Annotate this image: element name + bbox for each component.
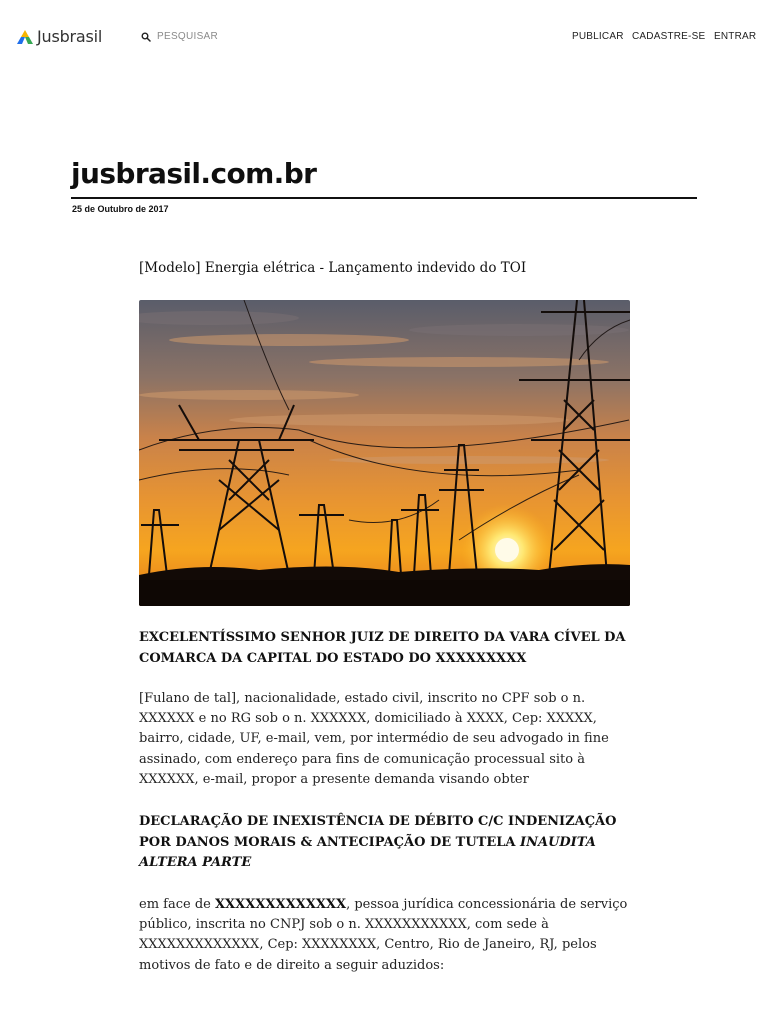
document-title: [Modelo] Energia elétrica - Lançamento indevido do TOI xyxy=(139,260,527,276)
search-icon xyxy=(141,32,151,42)
jusbrasil-logo-icon xyxy=(16,29,34,45)
defendant-paragraph xyxy=(139,895,629,976)
site-title[interactable]: jusbrasil.com.br xyxy=(71,157,317,190)
nav-entrar-link[interactable]: ENTRAR xyxy=(714,31,757,42)
action-title-text: DECLARAÇÃO DE INEXISTÊNCIA DE DÉBITO C/C INDENIZAÇÃO POR DANOS MORAIS & ANTECIPAÇÃO DE TUTELA xyxy=(139,814,617,850)
title-divider xyxy=(71,197,697,199)
against-prefix: em face de xyxy=(139,897,215,912)
document-addressee: EXCELENTÍSSIMO SENHOR JUIZ DE DIREITO DA VARA CÍVEL DA COMARCA DA CAPITAL DO ESTADO DO XXXXXXXXX xyxy=(139,630,626,666)
power-lines-sunset-illustration xyxy=(139,300,630,606)
nav-publicar-link[interactable]: PUBLICAR xyxy=(572,31,624,42)
search-placeholder: PESQUISAR xyxy=(157,31,219,42)
search-box[interactable] xyxy=(141,31,218,42)
nav-cadastre-link[interactable]: CADASTRE-SE xyxy=(632,31,706,42)
power-lines-sunset-image xyxy=(139,300,630,606)
party-qualification-paragraph: [Fulano de tal], nacionalidade, estado civil, inscrito no CPF sob o n. XXXXXX e no RG sob o n. XXXXXX, domiciliado à XXXX, Cep: XXXXX, bairro, cidade, UF, e-mail, vem, por intermédio de seu advogado in fine assinado, com endereço para fins de comunicação processual sito à XXXXXX, e-mail, propor a presente demanda visando obter xyxy=(139,691,609,787)
jusbrasil-logo[interactable] xyxy=(16,27,102,46)
action-title xyxy=(139,812,629,874)
top-navigation-bar xyxy=(0,0,768,76)
publication-date: 25 de Outubro de 2017 xyxy=(72,204,169,214)
defendant-details: , pessoa jurídica concessionária de serviço público, inscrita no CNPJ sob o n. XXXXXXXXXXX, com sede à XXXXXXXXXXXXX, Cep: XXXXXXXX, Centro, Rio de Janeiro, RJ, pelos motivos de fato e de direito a seguir aduzidos: xyxy=(139,897,628,973)
logo-text: Jusbrasil xyxy=(37,27,103,46)
action-title-italic: INAUDITA ALTERA PARTE xyxy=(139,834,596,870)
article xyxy=(139,258,631,606)
defendant-name: XXXXXXXXXXXXX xyxy=(214,897,347,912)
